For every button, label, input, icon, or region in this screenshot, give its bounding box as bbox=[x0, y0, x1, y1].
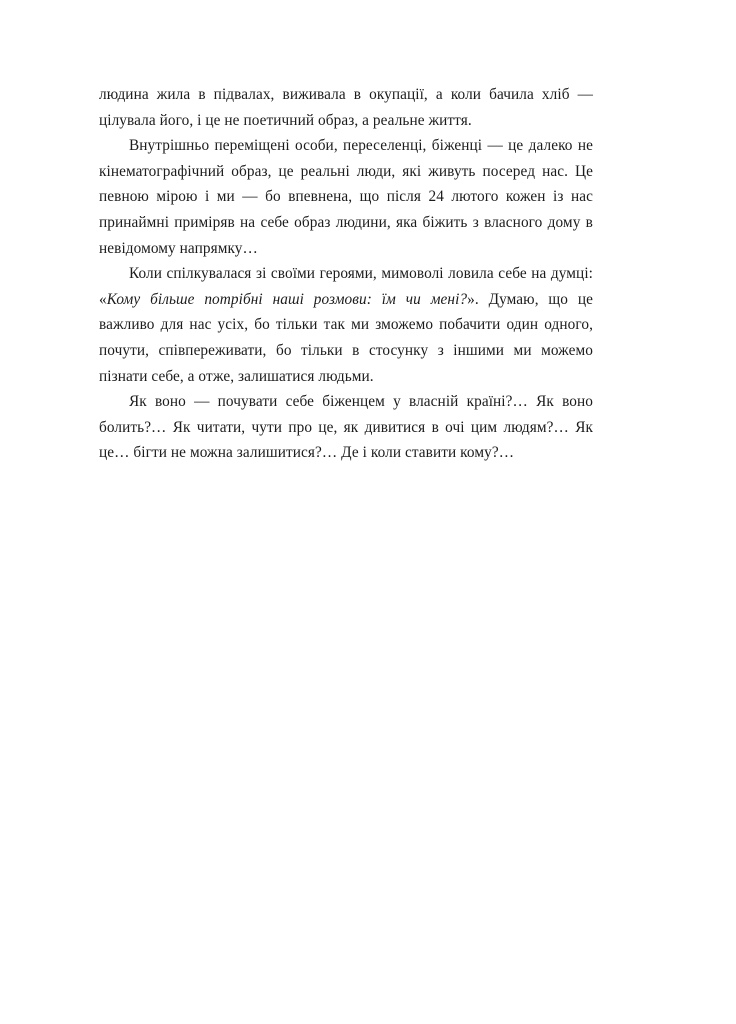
paragraph-3 bbox=[99, 261, 593, 389]
paragraph-2: Внутрішньо переміщені особи, переселенці, біженці — це далеко не кінематографічний образ, це реальні люди, які живуть посеред нас. Це певною мірою і ми — бо впевнена, що після 24 лютого кожен із нас принаймні приміряв на себе образ людини, яка біжить з власного дому в невідомому напрямку… bbox=[99, 137, 593, 257]
page-text-column bbox=[99, 82, 593, 466]
paragraph-3-quote: Кому більше потрібні наші розмови: їм чи мені? bbox=[106, 290, 468, 308]
paragraph-3-lead: Коли спілкувалася зі своїми героями, мимоволі ловила себе на думці: « bbox=[99, 265, 593, 308]
paragraph-3-tail: ». Думаю, що це важливо для нас усіх, бо тільки так ми зможемо побачити один одного, почути, співпереживати, бо тільки в стосунку з іншими ми можемо пізнати себе, а отже, залишатися людьми. bbox=[99, 290, 593, 385]
paragraph-4: Як воно — почувати себе біженцем у власній країні?… Як воно болить?… Як читати, чути про це, як дивитися в очі цим людям?… Як це… бігти не можна залишитися?… Де і коли ставити кому?… bbox=[99, 393, 593, 462]
paragraph-1: людина жила в підвалах, виживала в окупації, а коли бачила хліб — цілувала його, і це не поетичний образ, а реальне життя. bbox=[99, 86, 593, 129]
